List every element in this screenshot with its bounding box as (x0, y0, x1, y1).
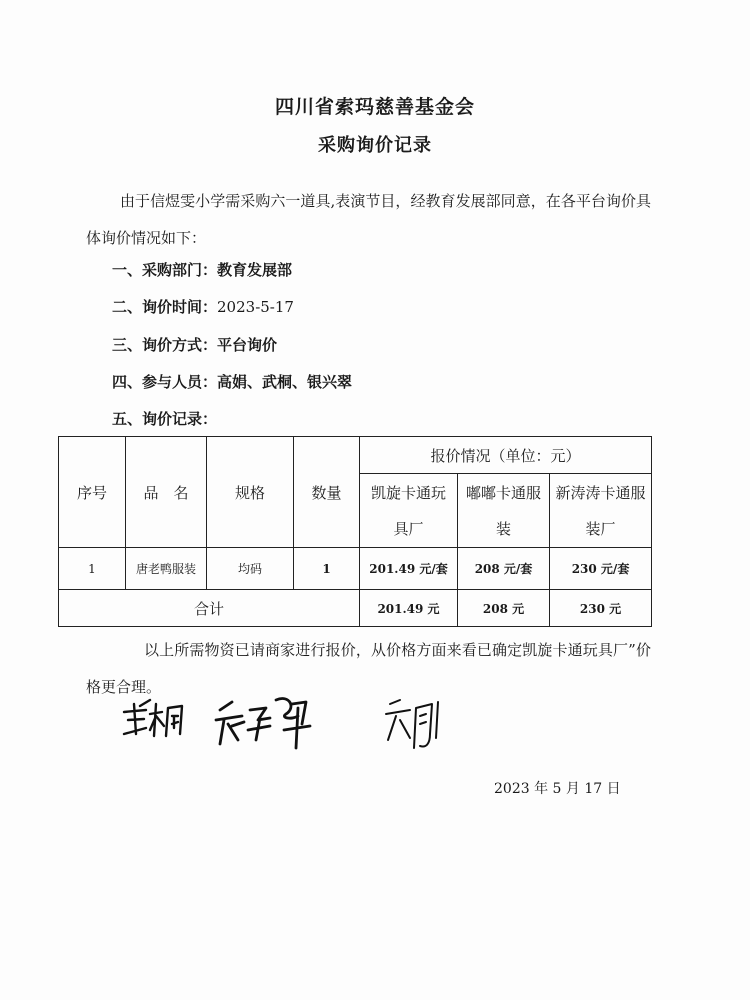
header-name: 品 名 (126, 437, 207, 548)
header-seq: 序号 (59, 437, 126, 548)
signature-3 (386, 700, 438, 748)
table-row (59, 548, 652, 590)
item-label: 三、询价方式： (112, 336, 218, 354)
header-qty: 数量 (294, 437, 360, 548)
total-value: 201.49 元 (360, 590, 458, 627)
total-row (59, 590, 652, 627)
document-date: 2023 年 5 月 17 日 (494, 781, 621, 797)
cell-name: 唐老鸭服装 (126, 548, 207, 590)
item-inquiry-method (112, 334, 277, 355)
item-purchase-department (112, 259, 292, 280)
item-label: 二、询价时间： (112, 298, 218, 316)
item-label: 一、采购部门： (112, 261, 218, 279)
item-value: 教育发展部 (217, 261, 293, 279)
conclusion-paragraph: 以上所需物资已请商家进行报价，从价格方面来看已确定凯旋卡通玩具厂”价格更合理。 (86, 641, 651, 696)
item-inquiry-time (112, 296, 294, 317)
item-label: 五、询价记录： (112, 410, 218, 428)
cell-seq: 1 (59, 548, 126, 590)
supplier-header: 新涛涛卡通服装厂 (550, 474, 652, 548)
item-value: 平台询价 (217, 336, 278, 354)
intro-paragraph: 由于信煜雯小学需采购六一道具,表演节目，经教育发展部同意，在各平台询价具体询价情况如下： (86, 192, 651, 247)
total-label: 合计 (59, 590, 360, 627)
signature-1 (124, 700, 182, 736)
quote-table (58, 436, 652, 627)
organization-name: 四川省索玛慈善基金会 (274, 96, 475, 118)
supplier-header: 嘟嘟卡通服装 (458, 474, 550, 548)
cell-quote: 208 元/套 (458, 548, 550, 590)
item-value: 2023-5-17 (217, 298, 294, 316)
header-quote-group: 报价情况（单位：元） (360, 437, 652, 474)
document-title: 采购询价记录 (318, 135, 432, 156)
item-inquiry-records (112, 408, 217, 429)
item-value: 高娟、武桐、银兴翠 (217, 373, 353, 391)
cell-quote: 201.49 元/套 (360, 548, 458, 590)
handwritten-signatures (120, 690, 460, 760)
total-value: 230 元 (550, 590, 652, 627)
supplier-header: 凯旋卡通玩具厂 (360, 474, 458, 548)
cell-qty: 1 (294, 548, 360, 590)
signature-2 (216, 699, 310, 748)
total-value: 208 元 (458, 590, 550, 627)
cell-spec: 均码 (207, 548, 294, 590)
cell-quote: 230 元/套 (550, 548, 652, 590)
item-label: 四、参与人员： (112, 373, 218, 391)
item-participants (112, 371, 352, 392)
header-spec: 规格 (207, 437, 294, 548)
